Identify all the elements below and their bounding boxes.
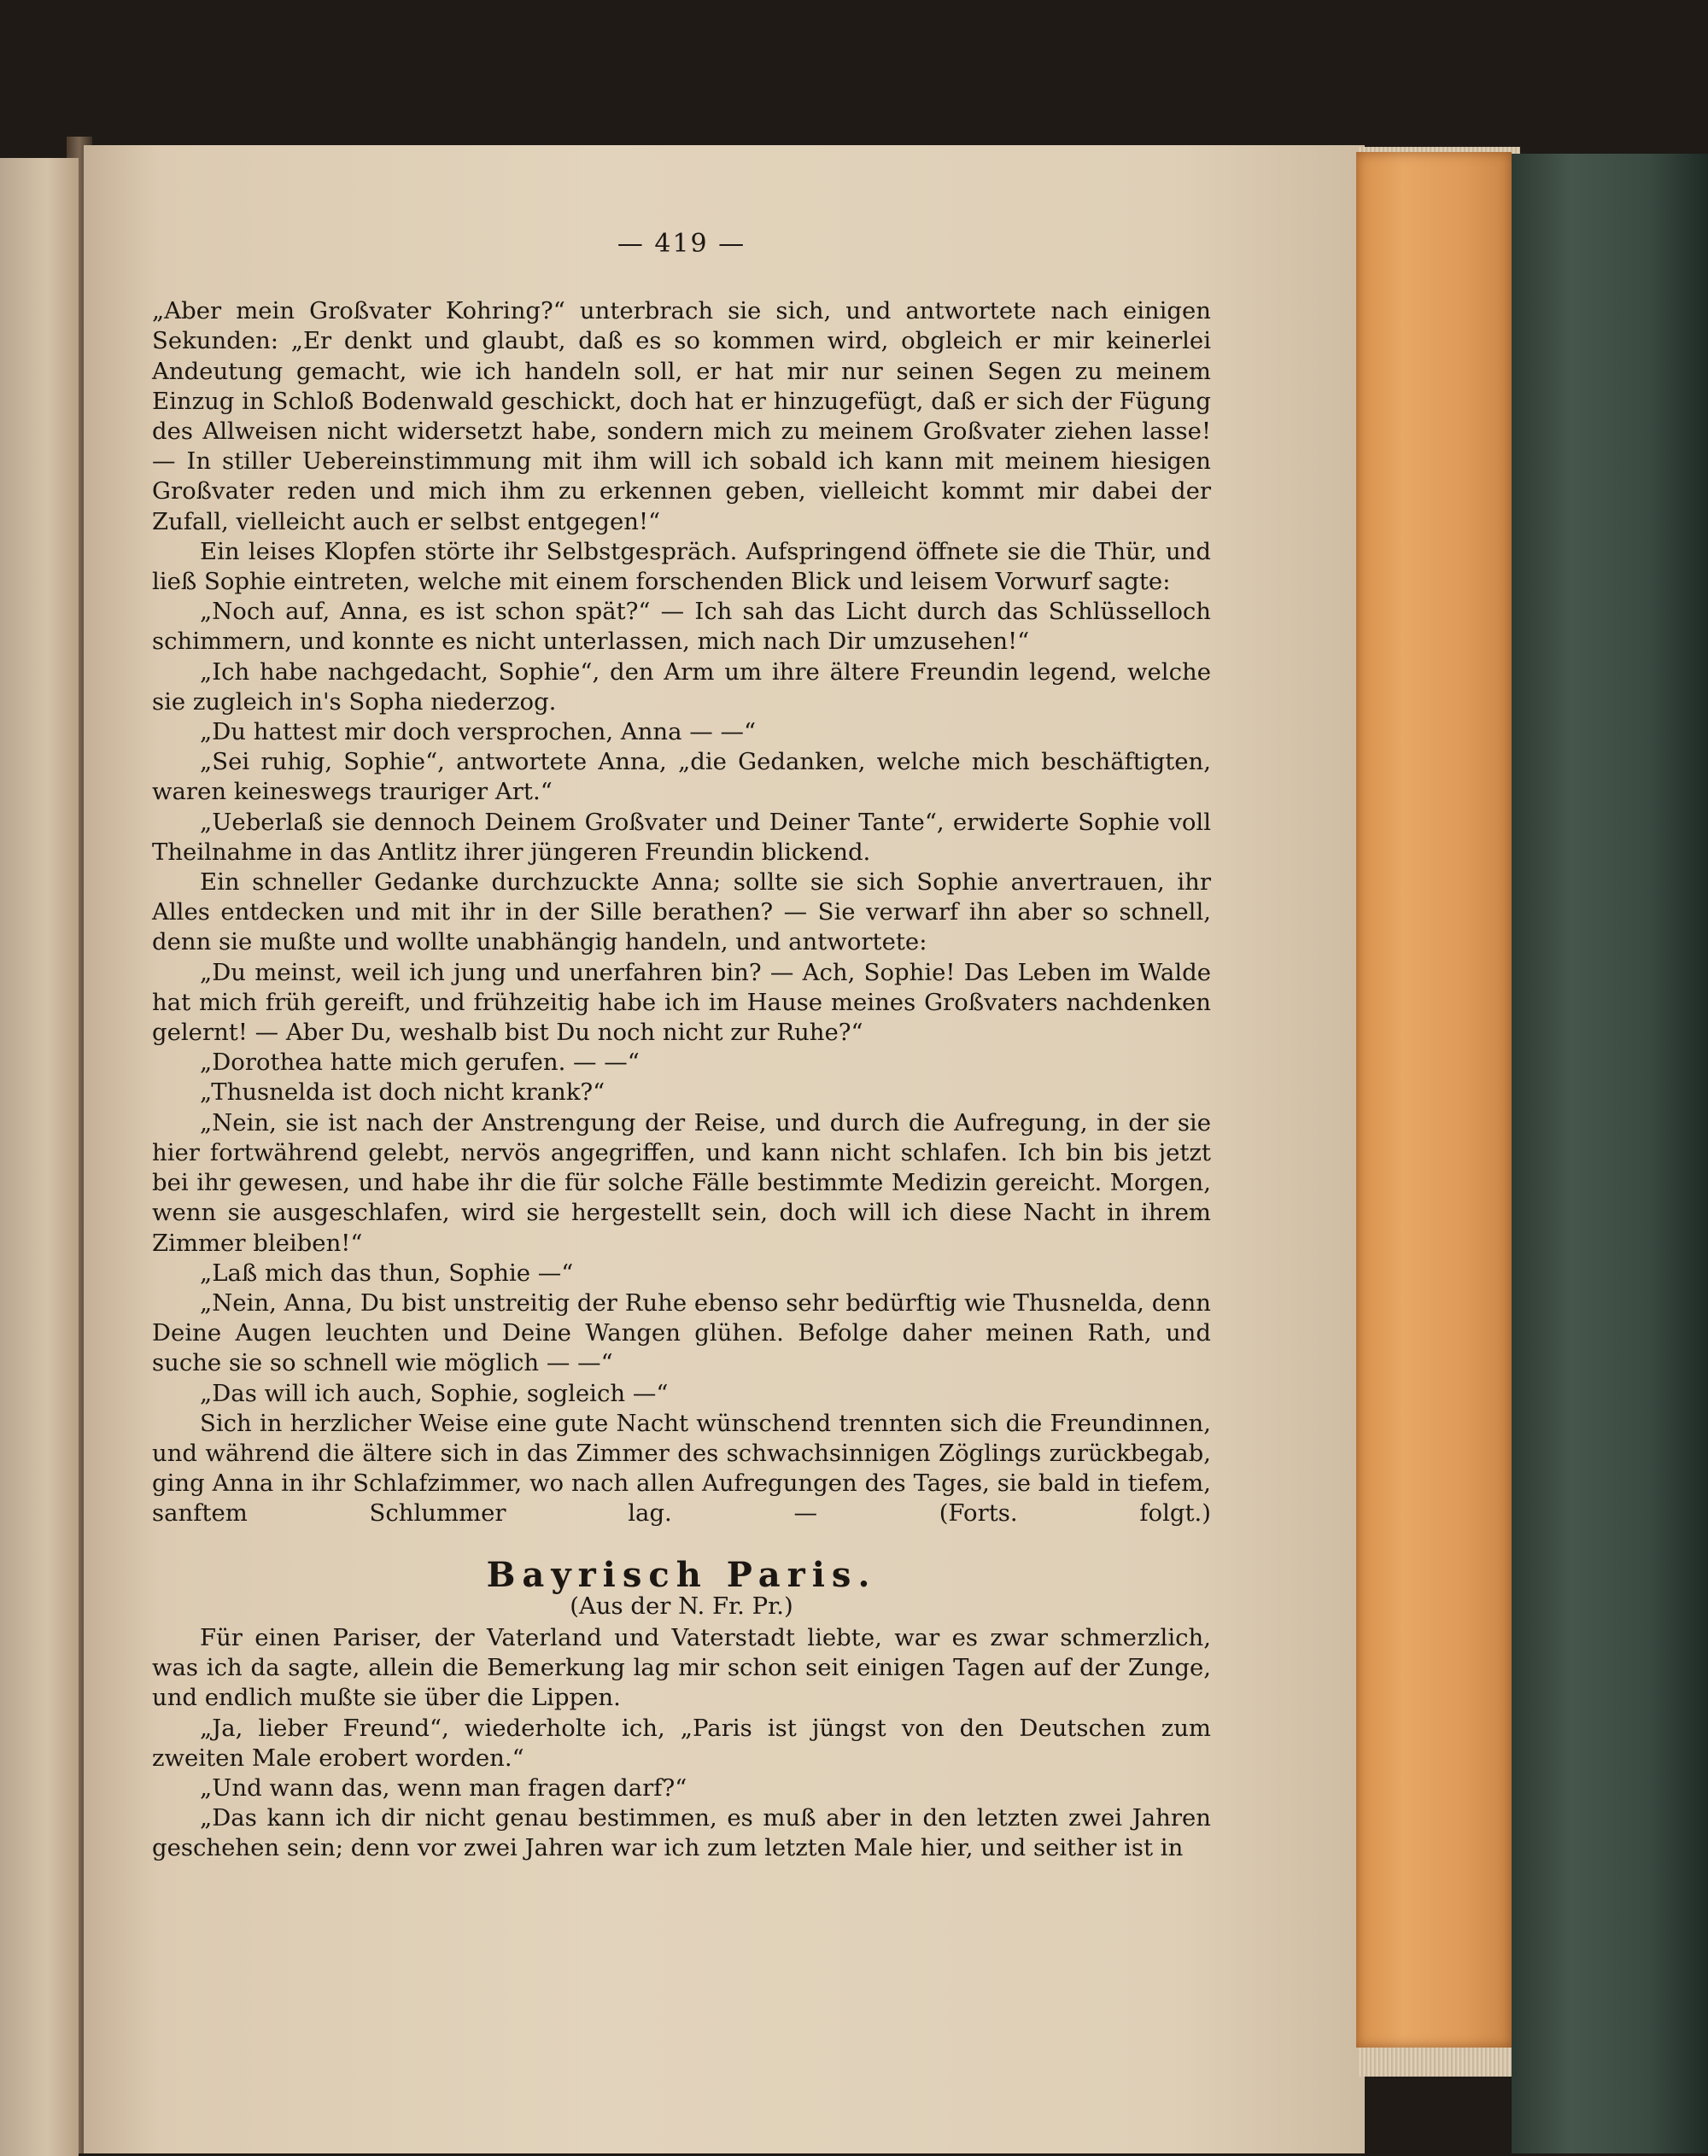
article-source: (Aus der N. Fr. Pr.) — [570, 1592, 793, 1620]
paragraph: „Das will ich auch, Sophie, sogleich —“ — [200, 1379, 669, 1407]
paragraph: „Und wann das, wenn man fragen darf?“ — [200, 1773, 687, 1802]
paragraph: Ein schneller Gedanke durchzuckte Anna; sollte sie sich Sophie anvertrauen, ihr Alles entdecken und mit ihr in der Sille berathen? — Sie verwarf ihn aber so schnell, denn sie mußte und wollte unabhängig handeln, und antwortete: — [152, 868, 1211, 956]
paragraph: „Nein, Anna, Du bist unstreitig der Ruhe ebenso sehr bedürftig wie Thusnelda, denn Deine Augen leuchten und Deine Wangen glühen. Befolge daher meinen Rath, und suche sie so schnell wie möglich — —“ — [152, 1288, 1211, 1377]
page-number: — 419 — — [617, 229, 746, 259]
paragraph: „Ueberlaß sie dennoch Deinem Großvater und Deiner Tante“, erwiderte Sophie voll Theilnahme in das Antlitz ihrer jüngeren Freundin blickend. — [152, 808, 1211, 866]
paragraph-closing: Sich in herzlicher Weise eine gute Nacht wünschend trennten sich die Freundinnen, und während die ältere sich in das Zimmer des schwachsinnigen Zöglings zurückbegab, ging Anna in ihr Schlafzimmer, wo nach allen Aufregungen des Tages, sie bald in tiefem, sanftem Schlummer lag. — (Forts. folgt.) — [152, 1409, 1211, 1528]
book-cover — [1512, 154, 1708, 2153]
paragraph: „Noch auf, Anna, es ist schon spät?“ — Ich sah das Licht durch das Schlüsselloch schimmern, und konnte es nicht unterlassen, mich nach Dir umzusehen!“ — [152, 598, 1211, 656]
paragraph: „Ich habe nachgedacht, Sophie“, den Arm um ihre ältere Freundin legend, welche sie zugleich in's Sopha niederzog. — [152, 657, 1211, 716]
paragraph: „Das kann ich dir nicht genau bestimmen, es muß aber in den letzten zwei Jahren geschehen sein; denn vor zwei Jahren war ich zum letzten Male hier, und seither ist in — [152, 1804, 1211, 1862]
left-page-edge — [0, 158, 79, 2156]
paragraph: „Du meinst, weil ich jung und unerfahren bin? — Ach, Sophie! Das Leben im Walde hat mich früh gereift, und frühzeitig habe ich im Hause meines Großvaters nachdenken gelernt! — Aber Du, weshalb bist Du noch nicht zur Ruhe?“ — [152, 958, 1211, 1047]
article-title: Bayrisch Paris. — [486, 1554, 877, 1595]
paragraph: „Ja, lieber Freund“, wiederholte ich, „Paris ist jüngst von den Deutschen zum zweiten Male erobert worden.“ — [152, 1714, 1211, 1772]
paragraph: „Thusnelda ist doch nicht krank?“ — [200, 1078, 605, 1107]
paragraph: Für einen Pariser, der Vaterland und Vaterstadt liebte, war es zwar schmerzlich, was ich da sagte, allein die Bemerkung lag mir schon seit einigen Tagen auf der Zunge, und endlich mußte sie über die Lippen. — [152, 1623, 1211, 1712]
paragraph: Ein leises Klopfen störte ihr Selbstgespräch. Aufspringend öffnete sie die Thür, und ließ Sophie eintreten, welche mit einem forschenden Blick und leisem Vorwurf sagte: — [152, 537, 1211, 596]
book-fore-edge — [1356, 152, 1512, 2048]
page-text-block — [152, 229, 1211, 1864]
paragraph: „Dorothea hatte mich gerufen. — —“ — [200, 1049, 640, 1077]
paragraph: „Aber mein Großvater Kohring?“ unterbrach sie sich, und antwortete nach einigen Sekunden: „Er denkt und glaubt, daß es so kommen wird, obgleich er mir keinerlei Andeutung gemacht, wie ich handeln soll, er hat mir nur seinen Segen zu meinem Einzug in Schloß Bodenwald geschickt, doch hat er hinzugefügt, daß er sich der Fügung des Allweisen nicht widersetzt habe, sondern mich zu meinem Großvater ziehen lasse! — In stiller Uebereinstimmung mit ihm will ich sobald ich kann mit meinem hiesigen Großvater reden und mich ihm zu erkennen geben, vielleicht kommt mir dabei der Zufall, vielleicht auch er selbst entgegen!“ — [152, 297, 1211, 535]
paragraph: „Laß mich das thun, Sophie —“ — [200, 1259, 574, 1287]
paragraph: „Du hattest mir doch versprochen, Anna — —“ — [200, 718, 757, 746]
paragraph: „Sei ruhig, Sophie“, antwortete Anna, „die Gedanken, welche mich beschäftigten, waren keineswegs trauriger Art.“ — [152, 748, 1211, 806]
paragraph: „Nein, sie ist nach der Anstrengung der Reise, und durch die Aufregung, in der sie hier fortwährend gelebt, nervös angegriffen, und kann nicht schlafen. Ich bin bis jetzt bei ihr gewesen, und habe ihr die für solche Fälle bestimmte Medizin gereicht. Morgen, wenn sie ausgeschlafen, wird sie hergestellt sein, doch will ich diese Nacht in ihrem Zimmer bleiben!“ — [152, 1108, 1211, 1257]
